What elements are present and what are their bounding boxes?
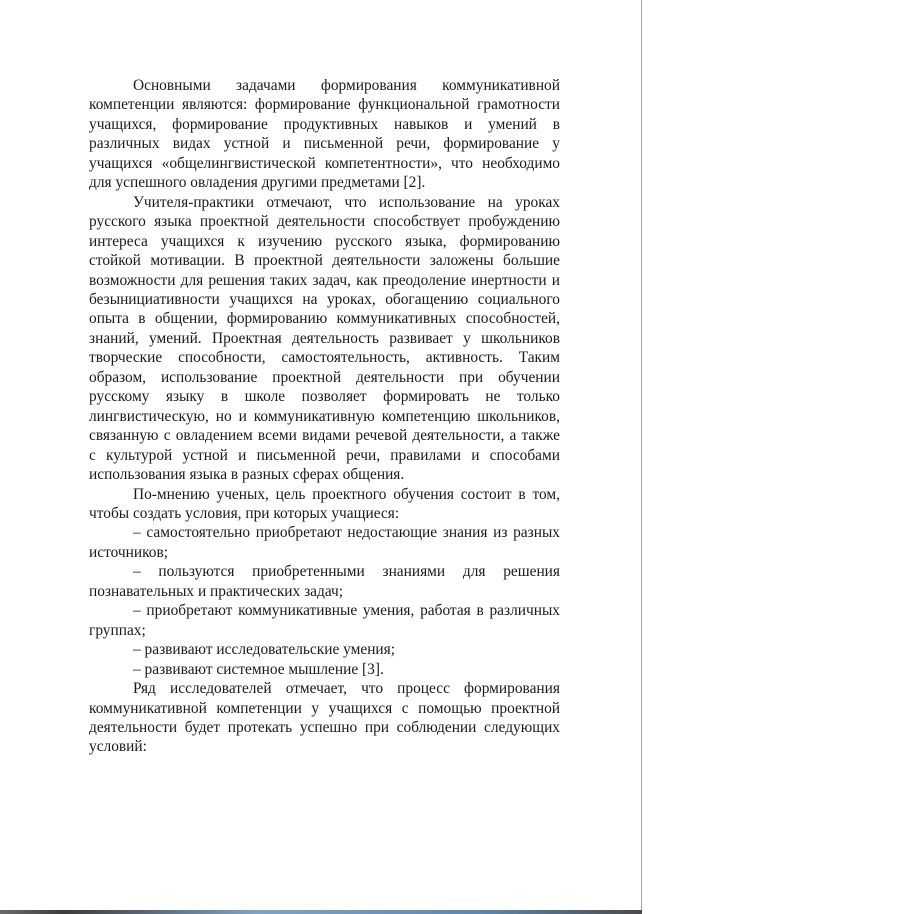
list-item: – самостоятельно приобретают недостающие знания из разных источников; bbox=[89, 524, 560, 561]
list-item: – развивают системное мышление [3]. bbox=[133, 660, 384, 678]
taskbar-strip bbox=[0, 910, 642, 914]
paragraph-teachers: Учителя-практики отмечают, что использование на уроках русского языка проектной деятельности способствует пробуждению интереса учащихся к изучению русского языка, формированию стойкой мотивации. В проектной деятельности заложены большие возможности для решения таких задач, как преодоление инертности и безынициативности учащихся на уроках, обогащению социального опыта в общении, формированию коммуникативных способностей, знаний, умений. Проектная деятельность развивает у школьников творческие способности, самостоятельность, активность. Таким образом, использование проектной деятельности при обучении русскому языку в школе позволяет формировать не только лингвистическую, но и коммуникативную компетенцию школьников, связанную с овладением всеми видами речевой деятельности, а также с культурой устной и письменной речи, правилами и способами использования языка в разных сферах общения. bbox=[89, 193, 560, 484]
paragraph-conditions: Ряд исследователей отмечает, что процесс формирования коммуникативной компетенции у учащихся с помощью проектной деятельности будет протекать успешно при соблюдении следующих условий: bbox=[89, 680, 560, 756]
list-item: – приобретают коммуникативные умения, работая в различных группах; bbox=[89, 602, 560, 639]
paragraph-goal: По-мнению ученых, цель проектного обучения состоит в том, чтобы создать условия, при которых учащиеся: bbox=[89, 485, 560, 522]
list-item: – пользуются приобретенными знаниями для решения познавательных и практических задач; bbox=[89, 563, 560, 600]
paragraph-intro: Основными задачами формирования коммуникативной компетенции являются: формирование функциональной грамотности учащихся, формирование продуктивных навыков и умений в различных видах устной и письменной речи, формирование у учащихся «общелингвистической компетентности», что необходимо для успешного овладения другими предметами [2]. bbox=[89, 77, 560, 192]
workspace-background bbox=[642, 0, 914, 912]
document-body bbox=[89, 76, 560, 757]
list-item: – развивают исследовательские умения; bbox=[133, 641, 396, 659]
